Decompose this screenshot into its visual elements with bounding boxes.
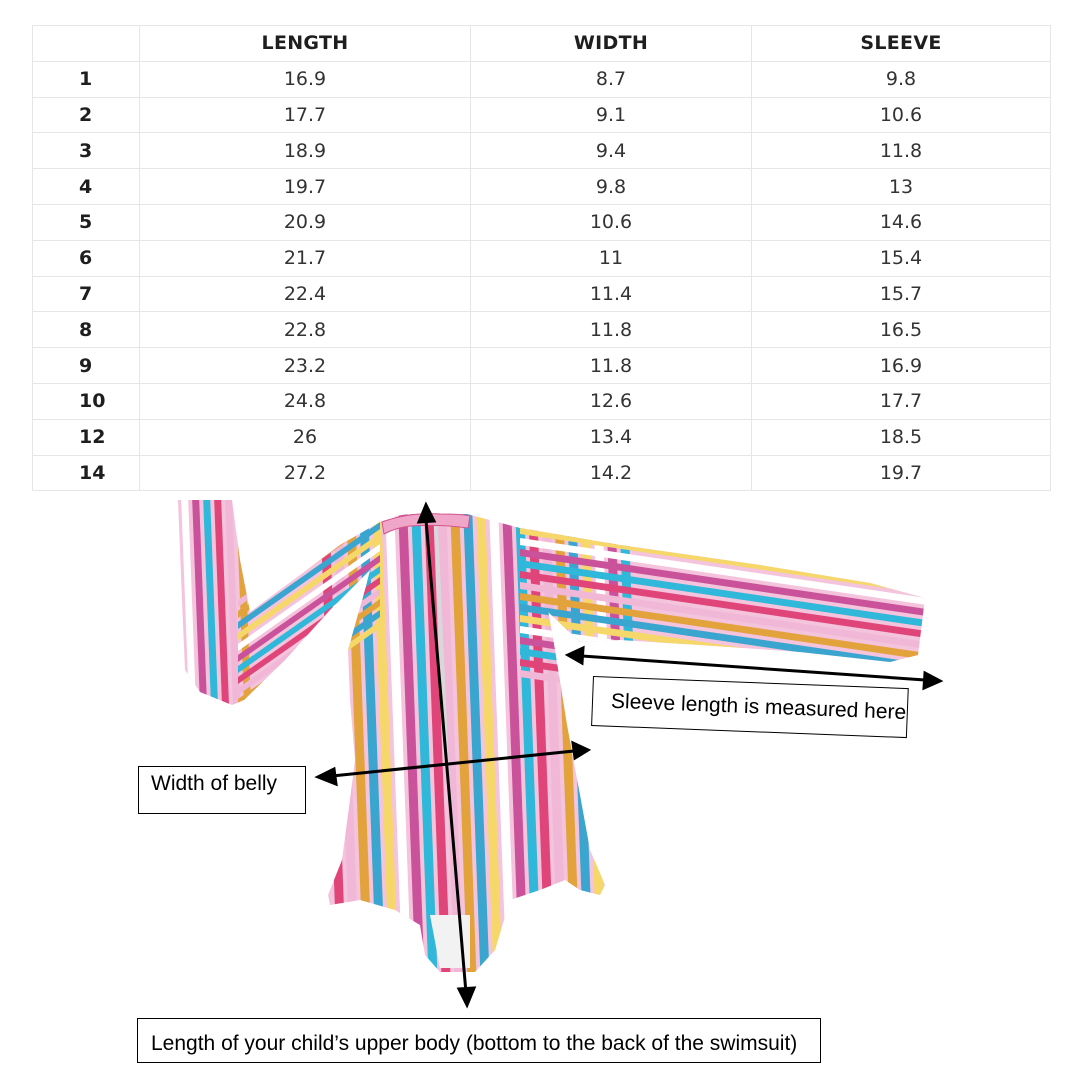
length-cell: 22.8: [140, 312, 471, 348]
width-arrowhead-left: [318, 769, 336, 784]
size-cell: 4: [33, 169, 140, 205]
sleeve-cell: 11.8: [752, 133, 1051, 169]
sleeve-cell: 19.7: [752, 455, 1051, 491]
width-cell: 9.1: [471, 97, 752, 133]
length-cell: 18.9: [140, 133, 471, 169]
width-cell: 8.7: [471, 61, 752, 97]
size-cell: 1: [33, 61, 140, 97]
length-cell: 24.8: [140, 383, 471, 419]
sleeve-cell: 10.6: [752, 97, 1051, 133]
width-cell: 11.4: [471, 276, 752, 312]
length-cell: 23.2: [140, 348, 471, 384]
width-cell: 11: [471, 240, 752, 276]
width-callout: Width of belly: [138, 766, 306, 814]
size-cell: 3: [33, 133, 140, 169]
length-cell: 17.7: [140, 97, 471, 133]
sleeve-cell: 14.6: [752, 204, 1051, 240]
length-cell: 26: [140, 419, 471, 455]
size-cell: 12: [33, 419, 140, 455]
swimsuit-photo: [170, 495, 940, 990]
length-arrowhead-top: [419, 505, 434, 522]
length-cell: 19.7: [140, 169, 471, 205]
sleeve-cell: 17.7: [752, 383, 1051, 419]
width-cell: 9.8: [471, 169, 752, 205]
length-arrowhead-bottom: [459, 988, 474, 1005]
length-callout: Length of your child’s upper body (bottom to the back of the swimsuit): [137, 1018, 821, 1063]
column-header-sleeve: SLEEVE: [752, 26, 1051, 62]
width-cell: 9.4: [471, 133, 752, 169]
size-cell: 6: [33, 240, 140, 276]
size-cell: 14: [33, 455, 140, 491]
size-cell: 8: [33, 312, 140, 348]
width-cell: 13.4: [471, 419, 752, 455]
size-cell: 9: [33, 348, 140, 384]
sleeve-arrowhead-left: [568, 648, 583, 663]
width-cell: 11.8: [471, 312, 752, 348]
length-cell: 27.2: [140, 455, 471, 491]
sleeve-cell: 15.7: [752, 276, 1051, 312]
size-cell: 5: [33, 204, 140, 240]
sleeve-cell: 15.4: [752, 240, 1051, 276]
sleeve-cell: 16.5: [752, 312, 1051, 348]
column-header-width: WIDTH: [471, 26, 752, 62]
sleeve-callout: Sleeve length is measured here: [591, 676, 909, 738]
length-cell: 21.7: [140, 240, 471, 276]
length-cell: 22.4: [140, 276, 471, 312]
column-header-length: LENGTH: [140, 26, 471, 62]
sleeve-cell: 18.5: [752, 419, 1051, 455]
length-cell: 16.9: [140, 61, 471, 97]
width-cell: 12.6: [471, 383, 752, 419]
sleeve-cell: 13: [752, 169, 1051, 205]
width-cell: 10.6: [471, 204, 752, 240]
width-cell: 14.2: [471, 455, 752, 491]
width-arrowhead-right: [573, 743, 588, 758]
length-cell: 20.9: [140, 204, 471, 240]
sleeve-cell: 9.8: [752, 61, 1051, 97]
sleeve-cell: 16.9: [752, 348, 1051, 384]
size-cell: 7: [33, 276, 140, 312]
sleeve-arrowhead-right: [924, 673, 940, 688]
size-cell: 10: [33, 383, 140, 419]
width-cell: 11.8: [471, 348, 752, 384]
size-cell: 2: [33, 97, 140, 133]
